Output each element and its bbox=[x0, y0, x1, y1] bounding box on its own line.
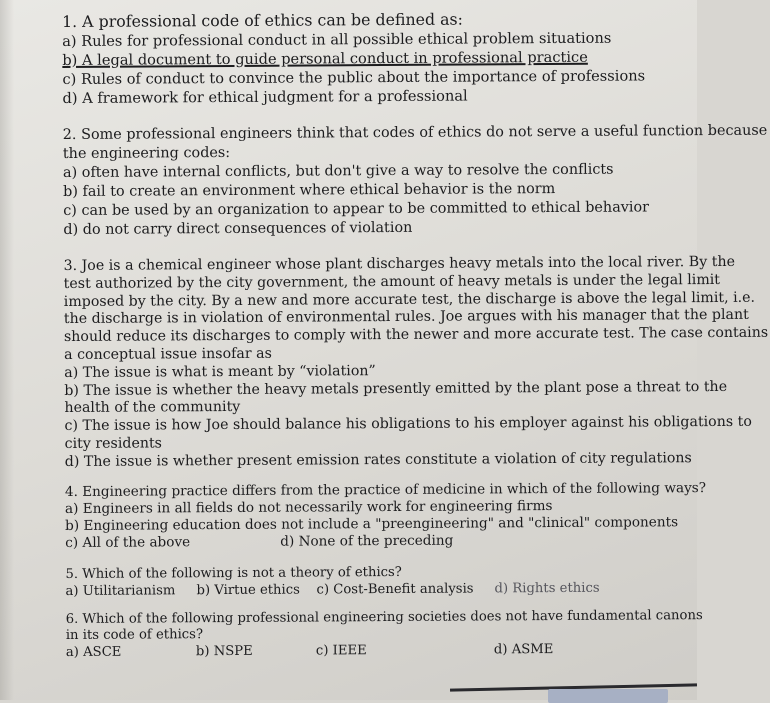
question-6 bbox=[65, 607, 703, 661]
question-6-option-a: a) ASCE bbox=[65, 644, 122, 660]
questions-content bbox=[62, 8, 769, 661]
question-5-option-d: d) Rights ethics bbox=[494, 580, 600, 596]
question-6-text: 6. Which of the following professional engineering societies does not have fundamental canons bbox=[65, 607, 703, 627]
question-3-text-line-6: a conceptual issue insofar as bbox=[64, 345, 272, 363]
question-4-option-a: a) Engineers in all fields do not necessarily work for engineering firms bbox=[64, 497, 553, 517]
question-6-text-cont: in its code of ethics? bbox=[65, 627, 204, 644]
question-1-option-d: d) A framework for ethical judgment for a professional bbox=[62, 87, 468, 107]
question-5-options bbox=[65, 579, 685, 600]
question-3-option-c: c) The issue is how Joe should balance his obligations to his employer against his obligations to bbox=[64, 413, 752, 435]
question-2 bbox=[62, 122, 768, 240]
question-6-option-c: c) IEEE bbox=[315, 642, 367, 659]
question-4-text: 4. Engineering practice differs from the practice of medicine in which of the following ways? bbox=[64, 479, 707, 500]
question-4-option-c: c) All of the above bbox=[65, 533, 191, 551]
question-3-option-a: a) The issue is what is meant by “violation” bbox=[64, 362, 376, 381]
question-2-option-c: c) can be used by an organization to appear to be committed to ethical behavior bbox=[63, 199, 650, 219]
question-5 bbox=[65, 562, 685, 600]
question-3-text-line-5: should reduce its discharges to comply with the newer and more accurate test. The case contains bbox=[63, 324, 769, 346]
question-3-option-b-cont: health of the community bbox=[64, 399, 241, 417]
question-3 bbox=[63, 253, 769, 471]
question-3-option-c-cont: city residents bbox=[64, 435, 162, 452]
question-3-text-line-4: the discharge is in violation of environmental rules. Joe argues with his manager that the plant bbox=[63, 307, 749, 328]
question-3-text-line-3: imposed by the city. By a new and more accurate test, the discharge is above the legal limit, i.e. bbox=[63, 289, 756, 310]
page-corner-tab bbox=[548, 689, 668, 703]
question-2-option-b: b) fail to create an environment where ethical behavior is the norm bbox=[63, 180, 556, 200]
question-2-option-a: a) often have internal conflicts, but don't give a way to resolve the conflicts bbox=[62, 161, 614, 181]
question-5-option-a: a) Utilitarianism bbox=[65, 582, 176, 599]
question-4-option-d: d) None of the preceding bbox=[280, 532, 454, 550]
question-3-option-d: d) The issue is whether present emission rates constitute a violation of city regulations bbox=[64, 449, 692, 470]
question-3-option-b: b) The issue is whether the heavy metals presently emitted by the plant pose a threat to the bbox=[64, 378, 728, 399]
question-2-option-d: d) do not carry direct consequences of violation bbox=[63, 219, 413, 238]
question-2-text: 2. Some professional engineers think that codes of ethics do not serve a useful function because bbox=[62, 122, 768, 143]
question-5-option-c: c) Cost-Benefit analysis bbox=[316, 581, 474, 598]
question-6-option-b: b) NSPE bbox=[195, 643, 253, 659]
question-1-text: 1. A professional code of ethics can be defined as: bbox=[62, 9, 464, 31]
question-3-text-line-1: 3. Joe is a chemical engineer whose plant discharges heavy metals into the local river. By the bbox=[63, 253, 736, 274]
question-4-options-cd bbox=[65, 531, 685, 552]
question-1-option-b: b) A legal document to guide personal conduct in professional practice bbox=[62, 48, 588, 69]
question-4 bbox=[64, 479, 707, 552]
question-2-text-cont: the engineering codes: bbox=[62, 144, 231, 162]
question-4-option-b: b) Engineering education does not include a "preengineering" and "clinical" components bbox=[65, 513, 679, 534]
question-1-option-a: a) Rules for professional conduct in all possible ethical problem situations bbox=[62, 29, 612, 50]
question-1 bbox=[62, 8, 683, 108]
question-6-option-d: d) ASME bbox=[493, 641, 554, 657]
question-1-option-c: c) Rules of conduct to convince the public about the importance of professions bbox=[62, 67, 646, 88]
page-shadow bbox=[0, 0, 14, 700]
question-5-text: 5. Which of the following is not a theory of ethics? bbox=[65, 564, 402, 582]
question-5-option-b: b) Virtue ethics bbox=[196, 582, 300, 598]
question-3-text-line-2: test authorized by the city government, the amount of heavy metals is under the legal limit bbox=[63, 271, 721, 292]
question-6-options bbox=[66, 641, 686, 661]
